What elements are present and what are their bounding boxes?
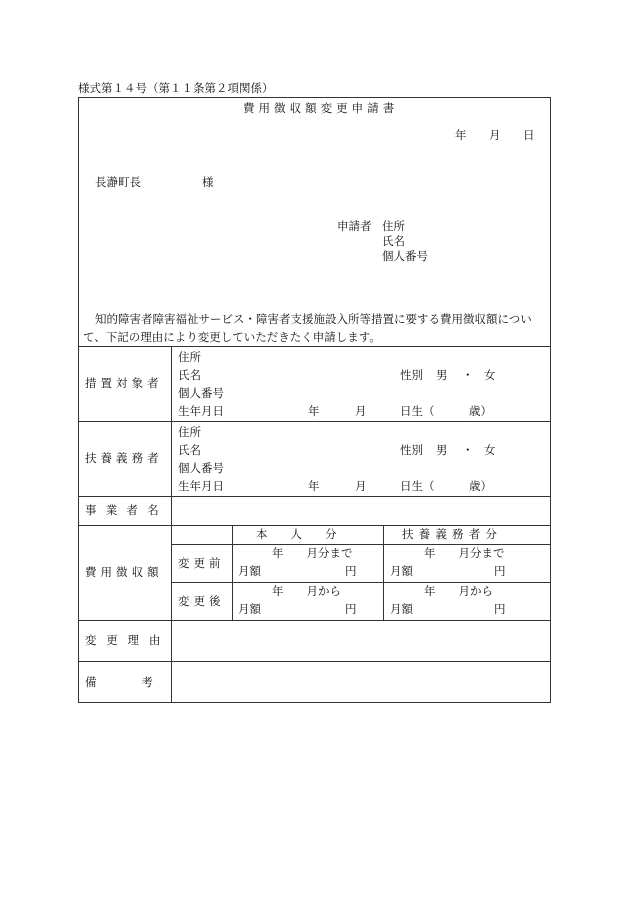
subject-label: 措置対象者	[85, 376, 163, 390]
fee-after-guardian-period: 年 月から	[424, 584, 493, 598]
fee-before-guardian-period: 年 月分まで	[424, 546, 505, 560]
addressee-honorific: 様	[202, 175, 214, 189]
guardian-birth-day: 日生（	[400, 479, 435, 493]
subject-individual-number-label: 個人番号	[178, 386, 224, 400]
subject-birth-day: 日生（	[400, 404, 435, 418]
business-label: 事業者名	[85, 503, 168, 517]
fee-before-self-monthly: 月額	[238, 564, 261, 578]
fee-before-label: 変更前	[178, 556, 225, 570]
fee-after-self-monthly: 月額	[238, 602, 261, 616]
guardian-gender-male: 男	[436, 443, 448, 457]
business-input-area[interactable]	[172, 497, 550, 524]
form-title: 費用徴収額変更申請書	[243, 101, 399, 115]
statement-line-1: 知的障害者障害福祉サービス・障害者支援施設入所等措置に要する費用徴収額につい	[95, 312, 532, 326]
guardian-gender-separator: ・	[462, 443, 474, 457]
reason-label: 変更理由	[85, 633, 171, 647]
subject-birth-year: 年	[308, 404, 320, 418]
guardian-birth-date-label: 生年月日	[178, 479, 224, 493]
applicant-name-label: 氏名	[382, 234, 405, 248]
fee-after-label: 変更後	[178, 594, 225, 608]
applicant-label: 申請者	[337, 219, 372, 233]
statement-line-2: て、下記の理由により変更していただきたく申請します。	[83, 330, 381, 344]
fee-col-self: 本 人 分	[256, 527, 337, 541]
remarks-label: 備考	[85, 675, 198, 689]
subject-birth-date-label: 生年月日	[178, 404, 224, 418]
date-month: 月	[489, 128, 501, 142]
subject-birth-month: 月	[355, 404, 367, 418]
date-year: 年	[455, 128, 467, 142]
guardian-gender-label: 性別	[400, 443, 423, 457]
guardian-address-label: 住所	[178, 425, 201, 439]
guardian-name-label: 氏名	[178, 443, 201, 457]
subject-gender-male: 男	[436, 368, 448, 382]
reason-input-area[interactable]	[172, 621, 550, 660]
guardian-age: 歳）	[469, 479, 492, 493]
subject-gender-female: 女	[484, 368, 496, 382]
application-form	[78, 97, 551, 703]
fee-after-self-yen: 円	[345, 602, 357, 616]
fee-before-self-yen: 円	[345, 564, 357, 578]
fee-after-self-period: 年 月から	[272, 584, 341, 598]
guardian-label: 扶養義務者	[85, 451, 163, 465]
subject-address-label: 住所	[178, 350, 201, 364]
guardian-birth-month: 月	[355, 479, 367, 493]
subject-age: 歳）	[469, 404, 492, 418]
fee-after-guardian-monthly: 月額	[390, 602, 413, 616]
subject-gender-label: 性別	[400, 368, 423, 382]
fee-before-self-period: 年 月分まで	[272, 546, 353, 560]
guardian-gender-female: 女	[484, 443, 496, 457]
subject-gender-separator: ・	[462, 368, 474, 382]
applicant-address-label: 住所	[382, 219, 405, 233]
fee-after-guardian-yen: 円	[494, 602, 506, 616]
fee-col-guardian: 扶養義務者分	[402, 527, 503, 541]
fee-before-guardian-yen: 円	[494, 564, 506, 578]
fee-label: 費用徴収額	[85, 565, 163, 579]
applicant-individual-number-label: 個人番号	[382, 249, 428, 263]
remarks-input-area[interactable]	[172, 662, 550, 702]
subject-name-label: 氏名	[178, 368, 201, 382]
date-day: 日	[523, 128, 535, 142]
fee-before-guardian-monthly: 月額	[390, 564, 413, 578]
guardian-birth-year: 年	[308, 479, 320, 493]
addressee-name: 長瀞町長	[95, 175, 141, 189]
form-number: 様式第１４号（第１１条第２項関係）	[78, 81, 274, 95]
guardian-individual-number-label: 個人番号	[178, 461, 224, 475]
